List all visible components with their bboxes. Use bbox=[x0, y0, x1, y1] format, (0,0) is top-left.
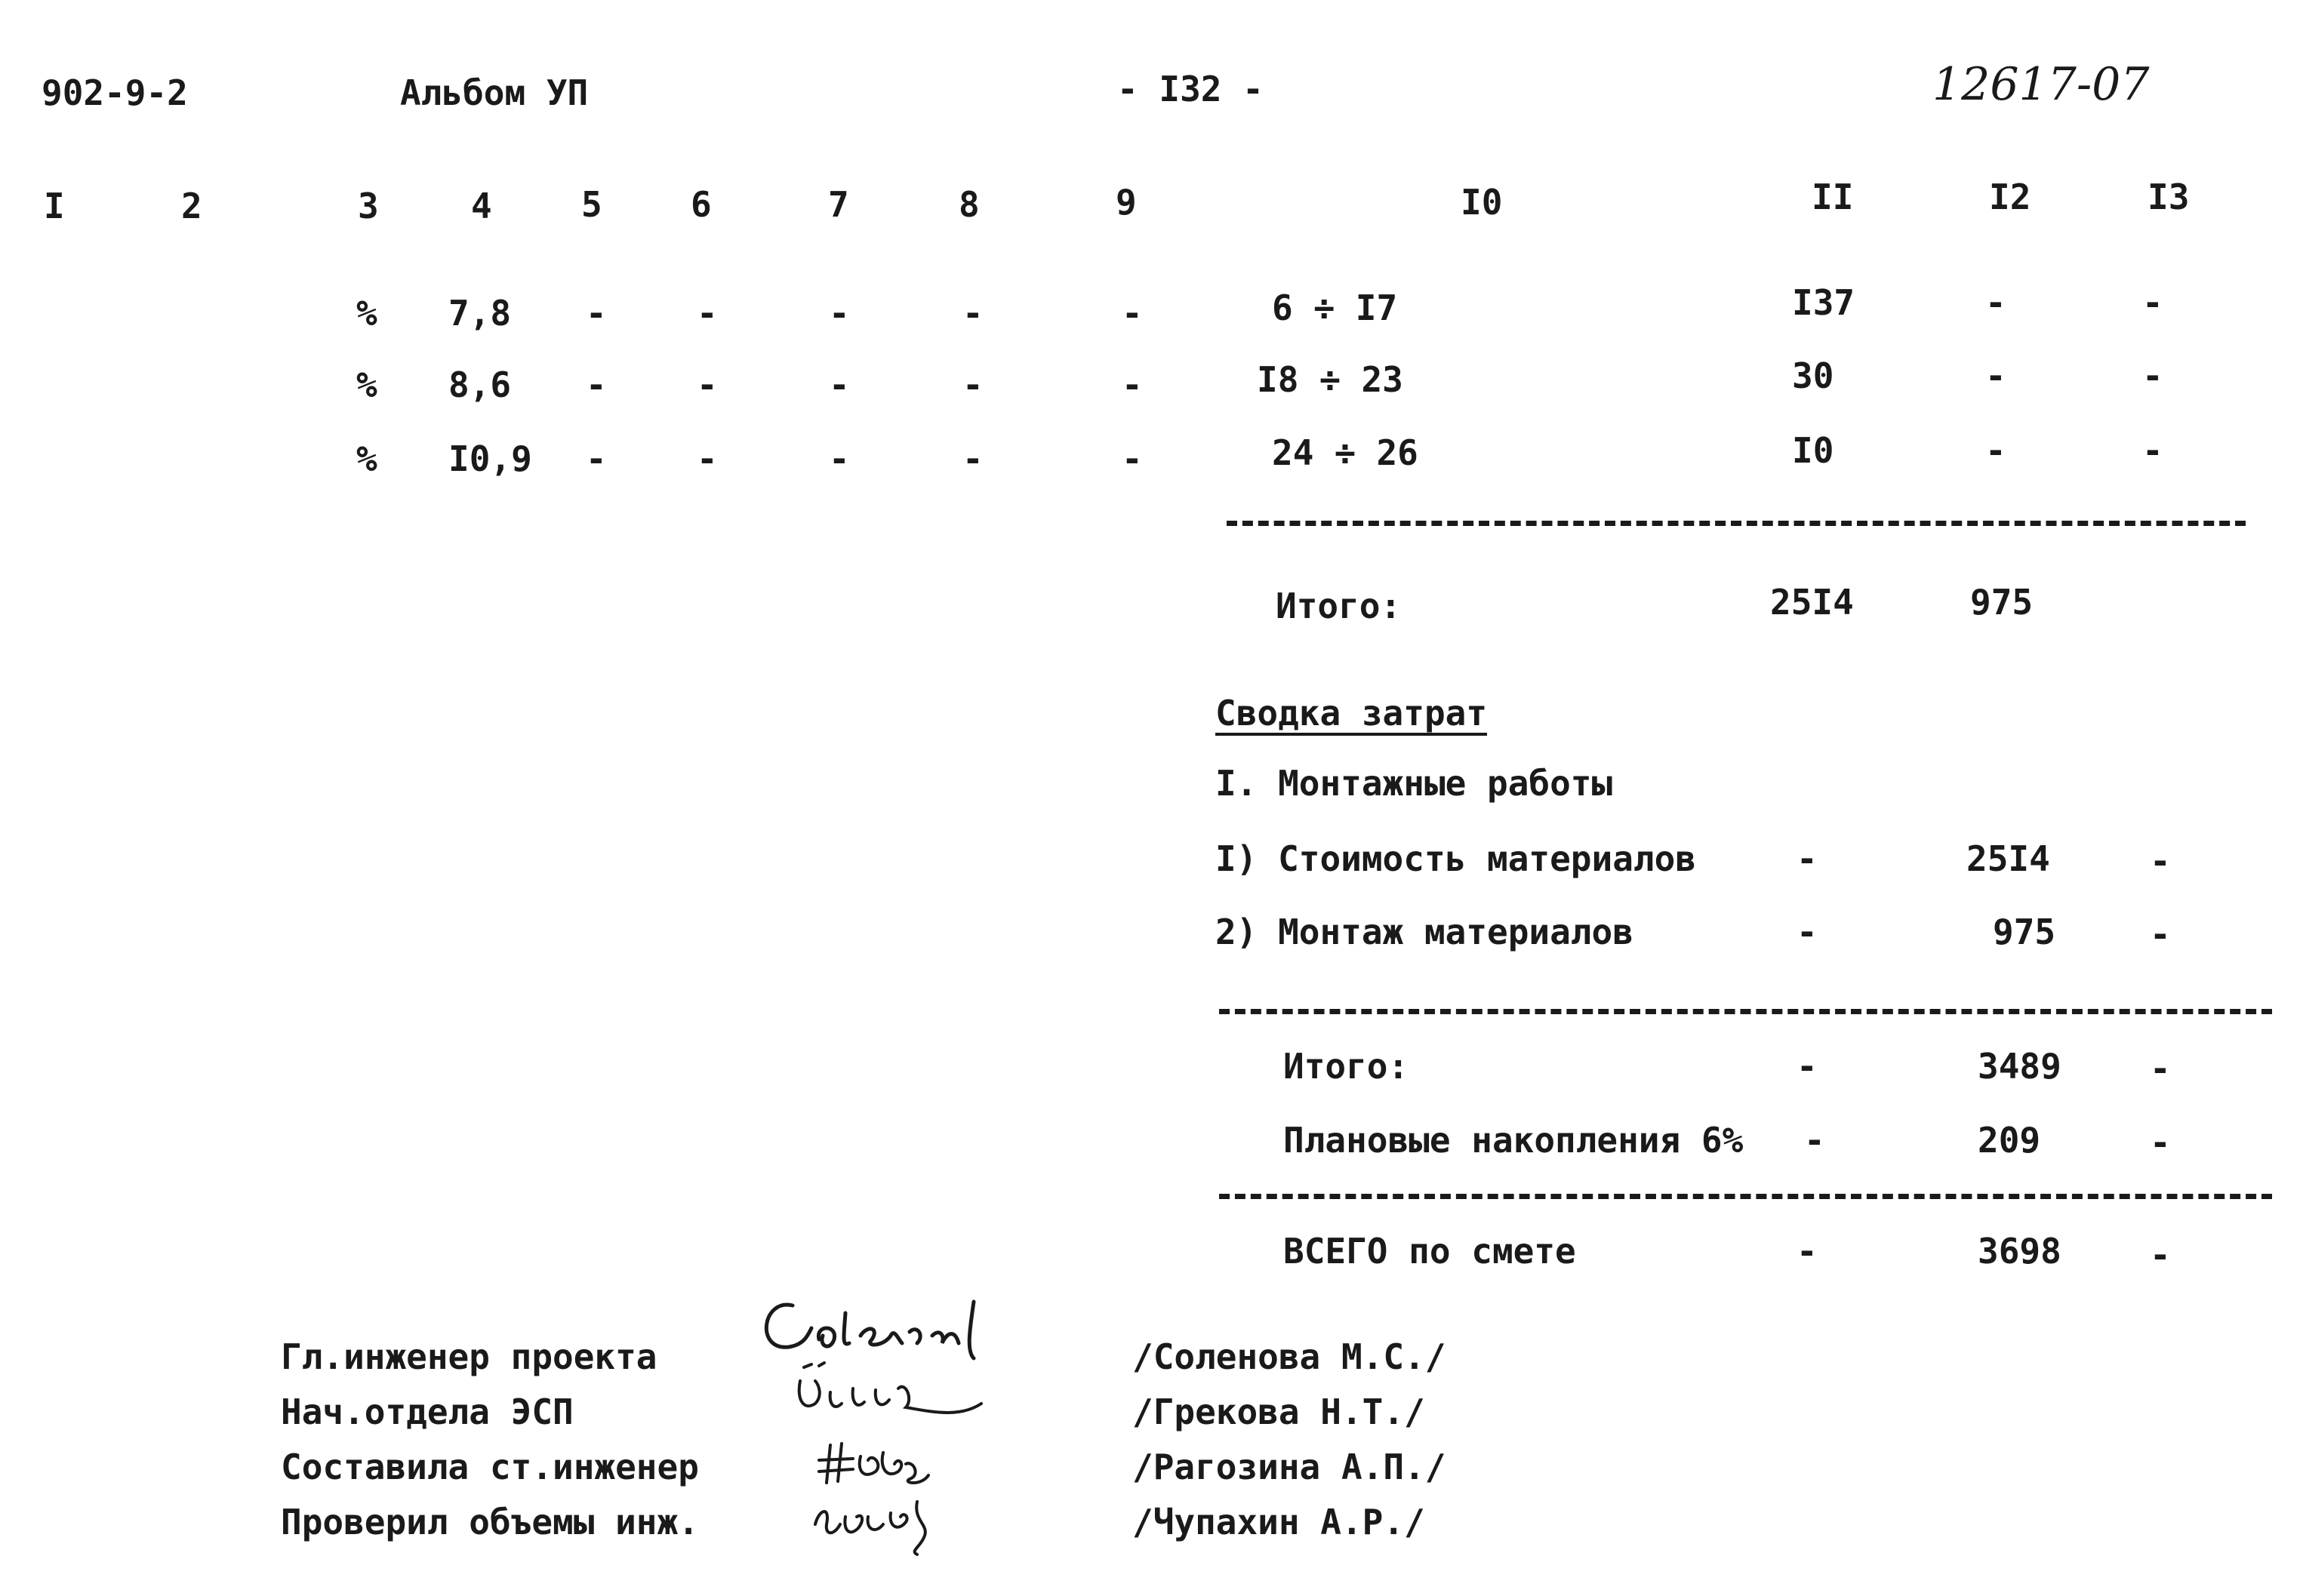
column-header-4: 4 bbox=[471, 186, 492, 226]
column-header-7: 7 bbox=[828, 184, 849, 225]
cell-col5: - bbox=[586, 293, 607, 334]
signatory-name: /Грекова Н.Т./ bbox=[1132, 1392, 1425, 1432]
summary-item-label: I) Стоимость материалов bbox=[1215, 838, 1696, 879]
summary-item-col13: - bbox=[2150, 914, 2171, 955]
summary-item-col11: - bbox=[1797, 838, 1818, 879]
summary-heading: Сводка затрат bbox=[1215, 693, 1488, 733]
column-header-6: 6 bbox=[691, 184, 712, 225]
summary-total-col13: - bbox=[2150, 1048, 2171, 1089]
column-header-1: I bbox=[44, 186, 65, 226]
summary-section-title: I. Монтажные работы bbox=[1215, 763, 1613, 804]
cell-col10: 6 ÷ I7 bbox=[1272, 288, 1398, 328]
grand-total-label: ВСЕГО по смете bbox=[1283, 1231, 1576, 1272]
summary-item-col13: - bbox=[2150, 841, 2171, 881]
column-header-5: 5 bbox=[581, 184, 602, 225]
summary-item-col11: - bbox=[1797, 912, 1818, 952]
cell-unit: % bbox=[356, 438, 377, 479]
doc-code: 902-9-2 bbox=[42, 72, 188, 113]
summary-total-label: Итого: bbox=[1283, 1046, 1409, 1087]
signatory-role: Нач.отдела ЭСП bbox=[281, 1392, 574, 1432]
cell-col12: - bbox=[1985, 355, 2006, 396]
column-header-13: I3 bbox=[2148, 177, 2190, 217]
subtotal-col11: 25I4 bbox=[1770, 582, 1854, 623]
signature-3-scribble bbox=[808, 1430, 974, 1490]
column-header-3: 3 bbox=[358, 186, 379, 226]
column-header-11: II bbox=[1812, 177, 1854, 217]
dashed-separator bbox=[1219, 1009, 2272, 1014]
signatory-name: /Чупахин А.Р./ bbox=[1132, 1502, 1425, 1542]
cell-col10: 24 ÷ 26 bbox=[1272, 432, 1418, 473]
dashed-separator bbox=[1227, 521, 2246, 526]
subtotal-col12: 975 bbox=[1970, 582, 2034, 623]
cell-col11: I37 bbox=[1792, 282, 1855, 323]
column-header-10: I0 bbox=[1461, 182, 1503, 223]
signatory-role: Гл.инженер проекта bbox=[281, 1336, 657, 1377]
cell-col9: - bbox=[1122, 364, 1143, 405]
signature-4-scribble bbox=[804, 1483, 970, 1558]
grand-total-col13: - bbox=[2150, 1235, 2171, 1275]
album-title: Альбом УП bbox=[400, 72, 589, 113]
cell-col9: - bbox=[1122, 438, 1143, 479]
cell-col12: - bbox=[1985, 430, 2006, 471]
cell-col5: - bbox=[586, 438, 607, 479]
cell-col8: - bbox=[962, 438, 984, 479]
column-header-9: 9 bbox=[1116, 182, 1137, 223]
summary-item-label: 2) Монтаж материалов bbox=[1215, 912, 1633, 952]
cell-col7: - bbox=[829, 364, 850, 405]
cell-col11: 30 bbox=[1792, 355, 1834, 396]
summary-total-col11: - bbox=[1797, 1046, 1818, 1087]
summary-total-col12: 3489 bbox=[1978, 1046, 2061, 1087]
cell-col8: - bbox=[962, 293, 984, 334]
cell-col4: I0,9 bbox=[448, 438, 532, 479]
cell-col13: - bbox=[2142, 430, 2163, 471]
accrual-label: Плановые накопления 6% bbox=[1283, 1120, 1744, 1161]
grand-total-col12: 3698 bbox=[1978, 1231, 2061, 1272]
cell-col13: - bbox=[2142, 282, 2163, 323]
signature-2-scribble bbox=[785, 1358, 1011, 1426]
cell-col7: - bbox=[829, 438, 850, 479]
cell-col10: I8 ÷ 23 bbox=[1257, 359, 1403, 400]
cell-col6: - bbox=[697, 438, 718, 479]
cell-col9: - bbox=[1122, 293, 1143, 334]
signatory-role: Составила ст.инженер bbox=[281, 1447, 699, 1487]
handwritten-reference: 12617-07 bbox=[1932, 58, 2150, 111]
column-header-8: 8 bbox=[959, 184, 980, 225]
cell-col11: I0 bbox=[1792, 430, 1834, 471]
subtotal-label: Итого: bbox=[1276, 586, 1402, 626]
accrual-col11: - bbox=[1804, 1120, 1825, 1161]
summary-item-col12: 25I4 bbox=[1966, 838, 2050, 879]
cell-col4: 7,8 bbox=[448, 293, 512, 334]
cell-col4: 8,6 bbox=[448, 364, 512, 405]
page-number: - I32 - bbox=[1117, 69, 1264, 109]
accrual-col13: - bbox=[2150, 1122, 2171, 1163]
signatory-role: Проверил объемы инж. bbox=[281, 1502, 699, 1542]
signatory-name: /Рагозина А.П./ bbox=[1132, 1447, 1446, 1487]
cell-col6: - bbox=[697, 364, 718, 405]
accrual-col12: 209 bbox=[1978, 1120, 2041, 1161]
column-header-2: 2 bbox=[181, 186, 202, 226]
grand-total-col11: - bbox=[1797, 1231, 1818, 1272]
cell-col12: - bbox=[1985, 282, 2006, 323]
cell-col13: - bbox=[2142, 355, 2163, 396]
cell-unit: % bbox=[356, 293, 377, 334]
summary-item-col12: 975 bbox=[1993, 912, 2056, 952]
cell-unit: % bbox=[356, 364, 377, 405]
cell-col7: - bbox=[829, 293, 850, 334]
column-header-12: I2 bbox=[1989, 177, 2031, 217]
signatory-name: /Соленова М.С./ bbox=[1132, 1336, 1446, 1377]
cell-col8: - bbox=[962, 364, 984, 405]
dashed-separator bbox=[1219, 1194, 2272, 1199]
cell-col6: - bbox=[697, 293, 718, 334]
cell-col5: - bbox=[586, 364, 607, 405]
